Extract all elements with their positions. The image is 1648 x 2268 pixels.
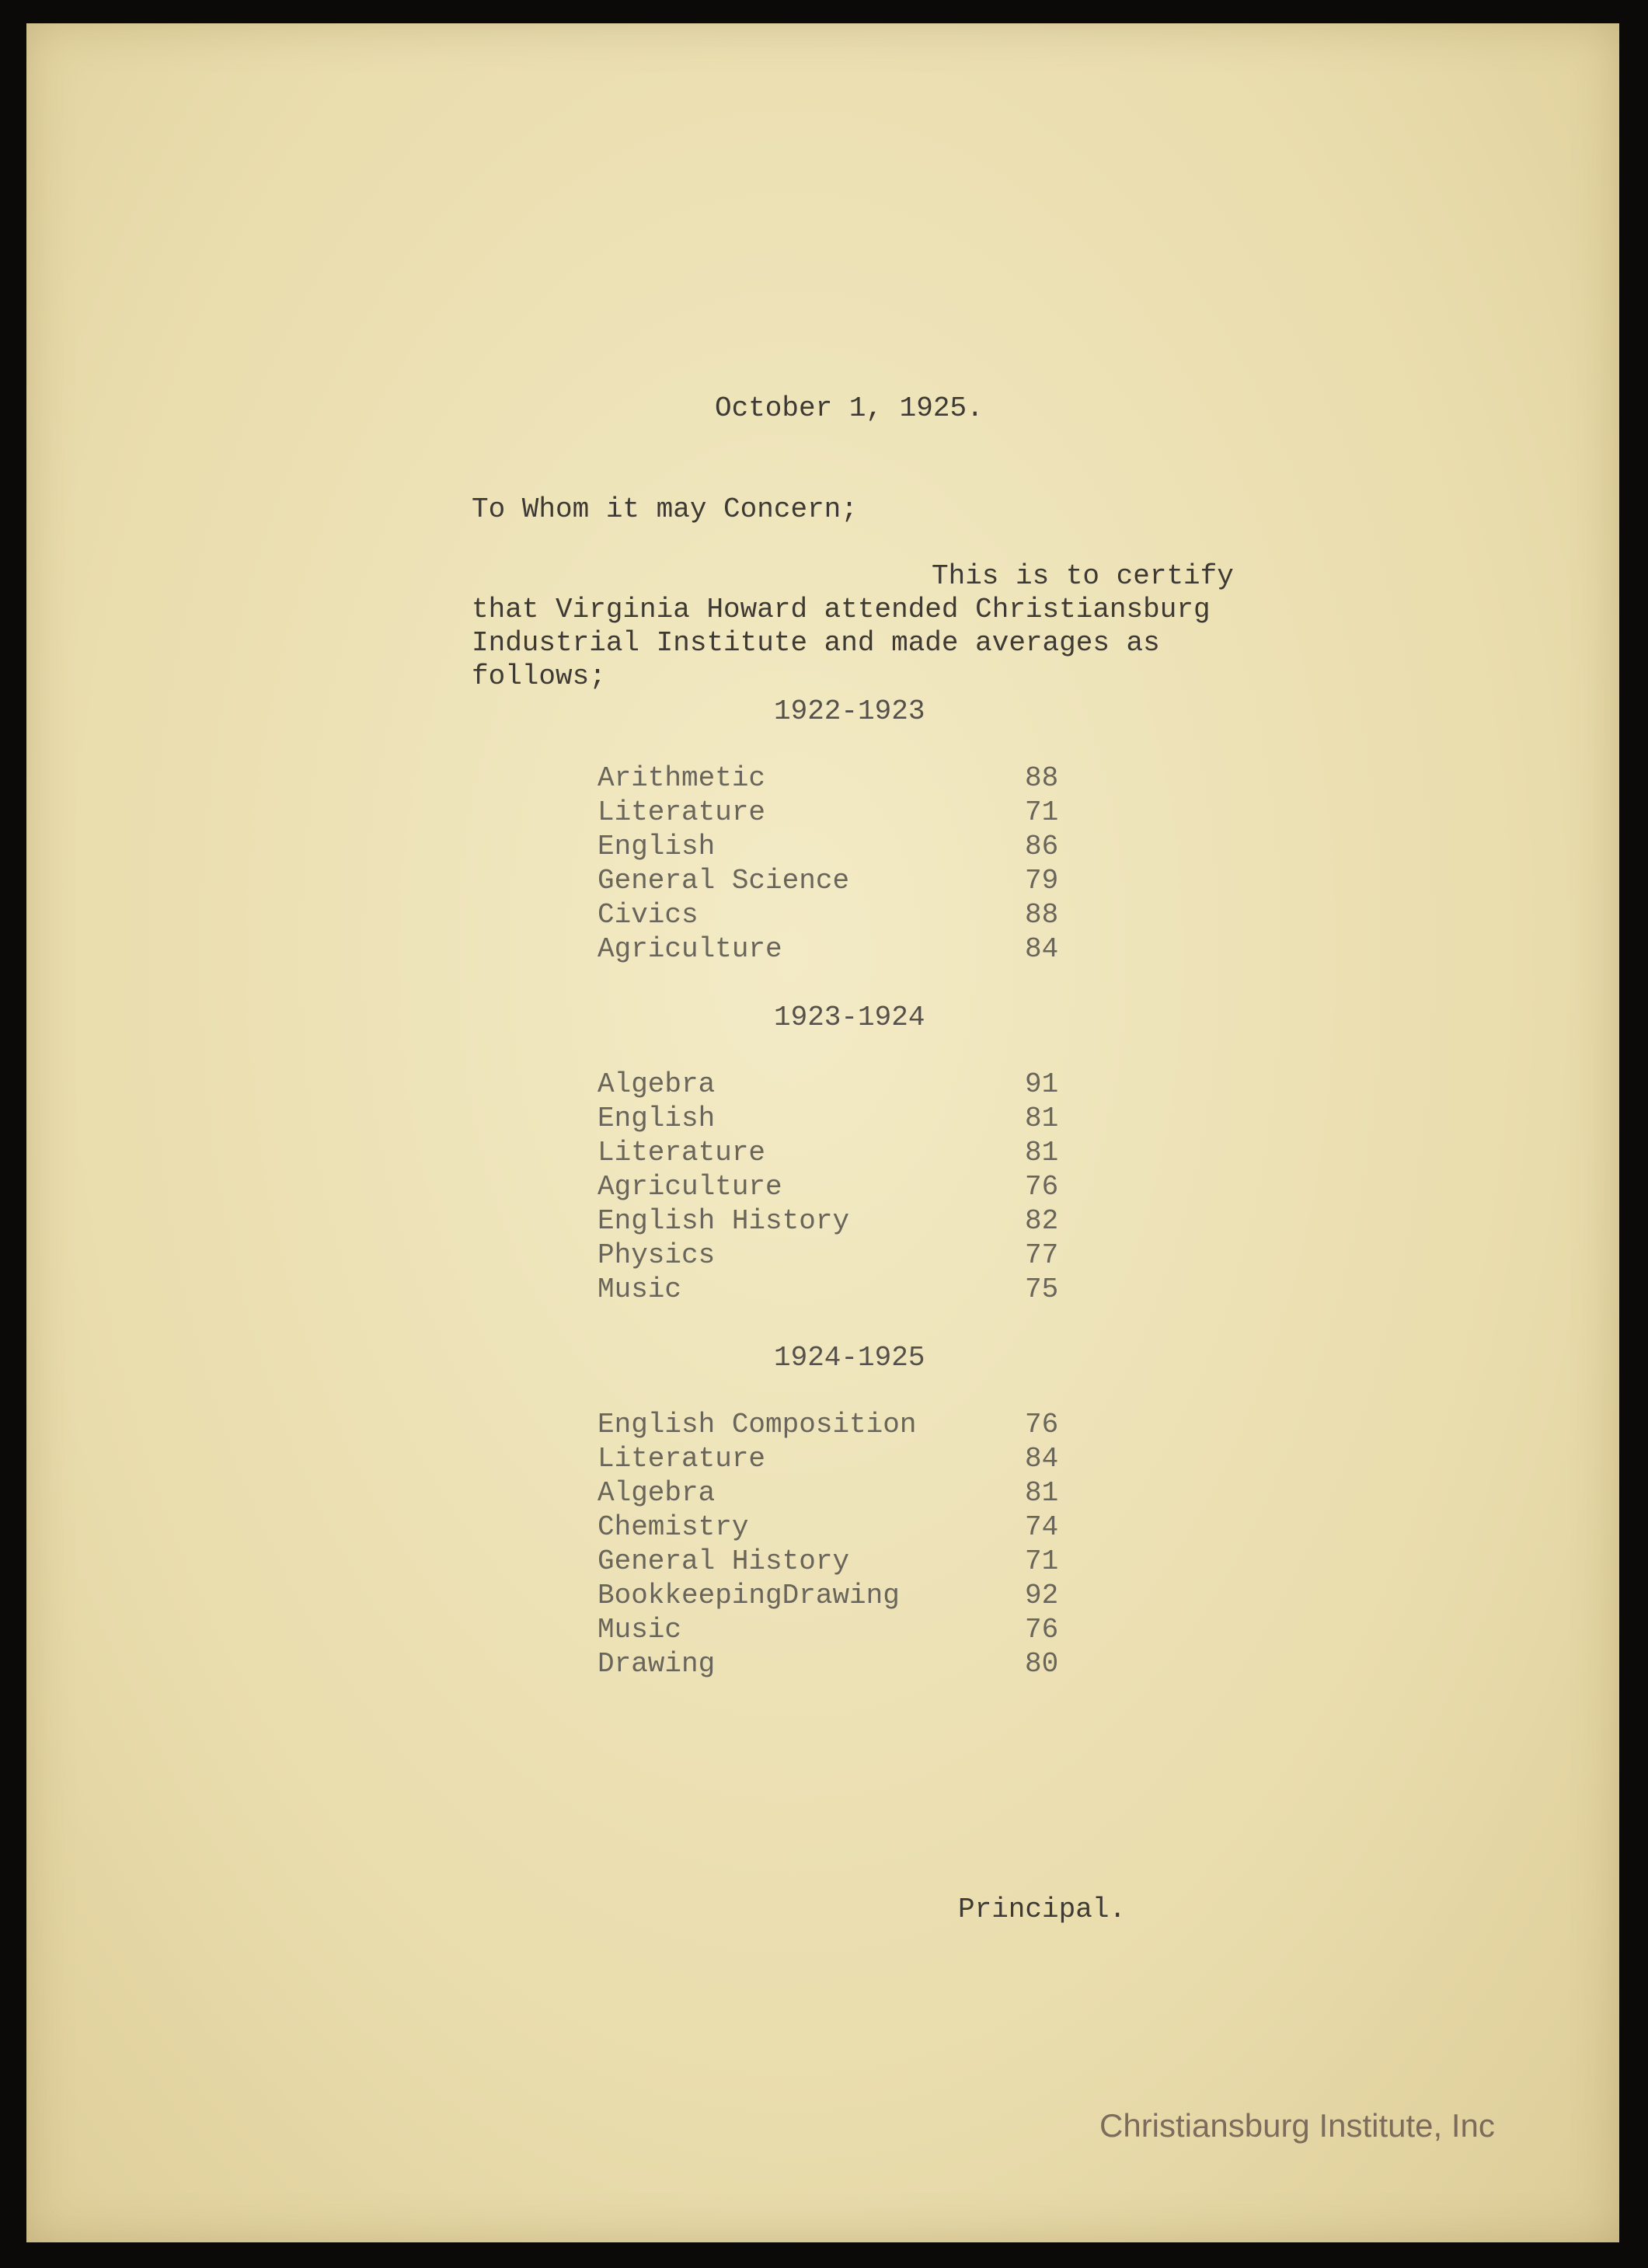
table-row xyxy=(598,1204,1095,1239)
subject: Algebra xyxy=(598,1477,716,1509)
grade: 81 xyxy=(1025,1477,1059,1509)
subject: General History xyxy=(598,1545,850,1577)
letter-date: October 1, 1925. xyxy=(715,392,984,424)
year-heading: 1923-1924 xyxy=(774,1002,925,1033)
grade: 74 xyxy=(1025,1511,1059,1543)
subject: Arithmetic xyxy=(598,762,766,794)
table-row xyxy=(598,1408,1095,1442)
table-row xyxy=(598,1510,1095,1545)
subject: Agriculture xyxy=(598,1171,782,1203)
table-row xyxy=(598,1273,1095,1307)
grade: 77 xyxy=(1025,1239,1059,1271)
table-row xyxy=(598,1170,1095,1204)
table-row xyxy=(598,1613,1095,1647)
salutation: To Whom it may Concern; xyxy=(472,493,858,525)
table-row xyxy=(598,1476,1095,1510)
subject: BookkeepingDrawing xyxy=(598,1580,900,1611)
body-line-4: follows; xyxy=(472,660,606,692)
subject: Music xyxy=(598,1273,682,1305)
subject: Chemistry xyxy=(598,1511,749,1543)
table-row xyxy=(598,932,1095,967)
subject: Algebra xyxy=(598,1068,716,1100)
table-row xyxy=(598,1068,1095,1102)
grade: 81 xyxy=(1025,1137,1059,1169)
grade: 76 xyxy=(1025,1614,1059,1646)
grade: 80 xyxy=(1025,1648,1059,1680)
year-heading: 1922-1923 xyxy=(774,695,925,727)
body-line-3: Industrial Institute and made averages as xyxy=(472,627,1160,659)
signature-line: Principal. xyxy=(958,1893,1127,1925)
table-row xyxy=(598,761,1095,796)
table-row xyxy=(598,1136,1095,1170)
document-page xyxy=(26,23,1619,2242)
table-row xyxy=(598,1545,1095,1579)
body-line-2: that Virginia Howard attended Christiansburg xyxy=(472,594,1211,625)
grade: 91 xyxy=(1025,1068,1059,1100)
subject: Literature xyxy=(598,1443,766,1475)
table-row xyxy=(598,1647,1095,1681)
grade: 79 xyxy=(1025,865,1059,897)
watermark: Christiansburg Institute, Inc xyxy=(1099,2107,1495,2144)
subject: English History xyxy=(598,1205,850,1237)
subject: English xyxy=(598,1103,716,1134)
table-row xyxy=(598,1239,1095,1273)
grade: 88 xyxy=(1025,762,1059,794)
subject: English Composition xyxy=(598,1409,917,1441)
grade: 76 xyxy=(1025,1409,1059,1441)
grade: 81 xyxy=(1025,1103,1059,1134)
subject: Drawing xyxy=(598,1648,716,1680)
table-row xyxy=(598,1442,1095,1476)
table-row xyxy=(598,796,1095,830)
subject: Agriculture xyxy=(598,933,782,965)
grade: 71 xyxy=(1025,1545,1059,1577)
subject: Literature xyxy=(598,1137,766,1169)
grade: 75 xyxy=(1025,1273,1059,1305)
table-row xyxy=(598,898,1095,932)
table-row xyxy=(598,1102,1095,1136)
subject: Physics xyxy=(598,1239,716,1271)
grade: 92 xyxy=(1025,1580,1059,1611)
table-row xyxy=(598,864,1095,898)
subject: Civics xyxy=(598,899,699,931)
grade: 88 xyxy=(1025,899,1059,931)
subject: Literature xyxy=(598,796,766,828)
grade: 82 xyxy=(1025,1205,1059,1237)
grade: 84 xyxy=(1025,1443,1059,1475)
year-heading: 1924-1925 xyxy=(774,1342,925,1374)
grade: 84 xyxy=(1025,933,1059,965)
table-row xyxy=(598,830,1095,864)
grade: 71 xyxy=(1025,796,1059,828)
grade: 76 xyxy=(1025,1171,1059,1203)
subject: Music xyxy=(598,1614,682,1646)
subject: English xyxy=(598,831,716,862)
table-row xyxy=(598,1579,1095,1613)
grade: 86 xyxy=(1025,831,1059,862)
body-line-1: This is to certify xyxy=(932,560,1234,592)
subject: General Science xyxy=(598,865,850,897)
